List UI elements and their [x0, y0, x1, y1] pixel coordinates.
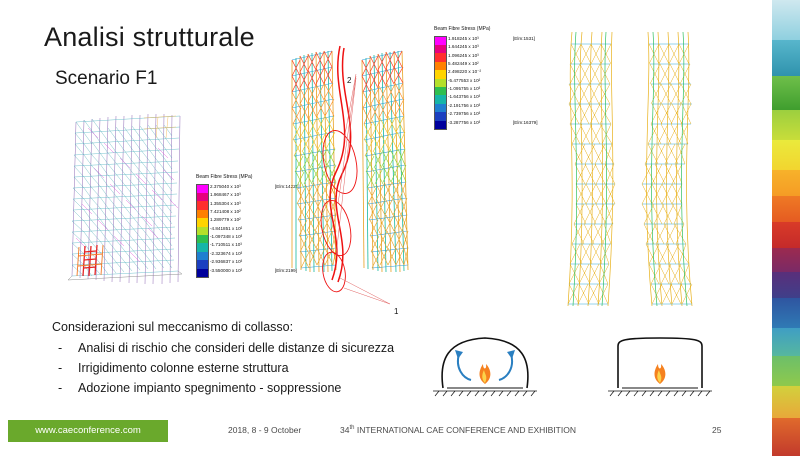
strip-segment — [772, 140, 800, 170]
legend-row: 5.482449 x 10² — [448, 60, 479, 66]
legend-row: -2.323674 x 10³ — [210, 250, 243, 256]
decorative-color-strip — [760, 0, 800, 456]
strip-segment — [772, 222, 800, 248]
legend-row: -3.287756 x 10³ [Elm:16379] — [448, 119, 538, 125]
bullet-dash: - — [58, 361, 63, 375]
page-subtitle: Scenario F1 — [55, 68, 158, 89]
legend-row: -1.643756 x 10³ — [448, 94, 481, 100]
slide-footer — [0, 420, 740, 442]
list-item-label: Adozione impianto spegnimento - soppressione — [78, 381, 342, 395]
footer-conference: 34th INTERNATIONAL CAE CONFERENCE AND EXHIBITION — [340, 425, 576, 435]
sketch-fire-plain — [600, 312, 720, 403]
list-item-label: Irrigidimento colonne esterne struttura — [78, 361, 289, 375]
legend-row: 1.918245 x 10³ [Elm:1531] — [448, 35, 535, 41]
legend-row: 1.968467 x 10³ — [210, 192, 241, 198]
footer-page-number: 25 — [712, 425, 722, 435]
strip-segment — [772, 196, 800, 222]
legend-right-rows — [448, 35, 538, 127]
legend-row: 1.289779 x 10² — [210, 217, 241, 223]
legend-right-colorbar — [434, 36, 447, 130]
strip-segment — [772, 386, 800, 418]
legend-left-colorbar — [196, 184, 209, 278]
strip-segment — [772, 40, 800, 76]
legend-right-title: Beam Fibre Stress (MPa) — [434, 26, 491, 32]
legend-row: -3.550000 x 10³ [Elm:2199] — [210, 267, 297, 273]
legend-row: 7.421408 x 10² — [210, 208, 241, 214]
strip-segment — [772, 272, 800, 298]
notes-heading: Considerazioni sul meccanismo di collasso: — [52, 320, 294, 334]
legend-row: 1.096245 x 10³ — [448, 52, 479, 58]
strip-segment — [772, 110, 800, 140]
legend-left-title: Beam Fibre Stress (MPa) — [196, 174, 253, 180]
list-item-label: Analisi di rischio che consideri delle distanze di sicurezza — [78, 341, 395, 355]
legend-row: -5.477553 x 10² — [448, 77, 481, 83]
strip-segment — [772, 76, 800, 110]
page-title: Analisi strutturale — [44, 22, 255, 52]
strip-segment — [772, 248, 800, 272]
figure-deformed-towers — [278, 32, 428, 317]
legend-row: -4.841851 x 10² — [210, 225, 243, 231]
legend-row: 2.375040 x 10³ [Elm:14221] — [210, 183, 300, 189]
legend-row: -1.097348 x 10³ — [210, 234, 243, 240]
strip-segment — [772, 356, 800, 386]
strip-segment — [772, 328, 800, 356]
list-item — [48, 361, 448, 375]
website-badge[interactable] — [8, 420, 168, 442]
annotation-label-1: 1 — [394, 307, 399, 316]
footer-date: 2018, 8 - 9 October — [228, 425, 302, 435]
list-item — [48, 341, 448, 355]
website-label: www.caeconference.com — [35, 425, 141, 436]
list-item — [48, 381, 448, 395]
strip-segment — [772, 170, 800, 196]
legend-row: -1.710511 x 10³ — [210, 242, 242, 248]
legend-row: -2.739756 x 10³ — [448, 111, 481, 117]
legend-row: -1.095755 x 10³ — [448, 86, 481, 92]
collapse-notes — [48, 320, 448, 401]
annotation-label-2: 2 — [347, 76, 352, 85]
bullet-dash: - — [58, 381, 63, 395]
legend-row: 2.498220 x 10⁻² — [448, 69, 482, 75]
legend-row: -2.191756 x 10³ — [448, 102, 481, 108]
color-strip-inner — [772, 0, 800, 456]
legend-row: 1.355304 x 10³ — [210, 200, 241, 206]
figure-building-mesh — [58, 108, 208, 298]
strip-segment — [772, 0, 800, 40]
strip-segment — [772, 298, 800, 328]
figure-deformed-frames — [556, 24, 716, 314]
strip-segment — [772, 418, 800, 456]
legend-right — [434, 26, 538, 127]
bullet-dash: - — [58, 341, 63, 355]
legend-row: -2.936837 x 10³ — [210, 259, 243, 265]
legend-row: 1.644245 x 10³ — [448, 44, 479, 50]
